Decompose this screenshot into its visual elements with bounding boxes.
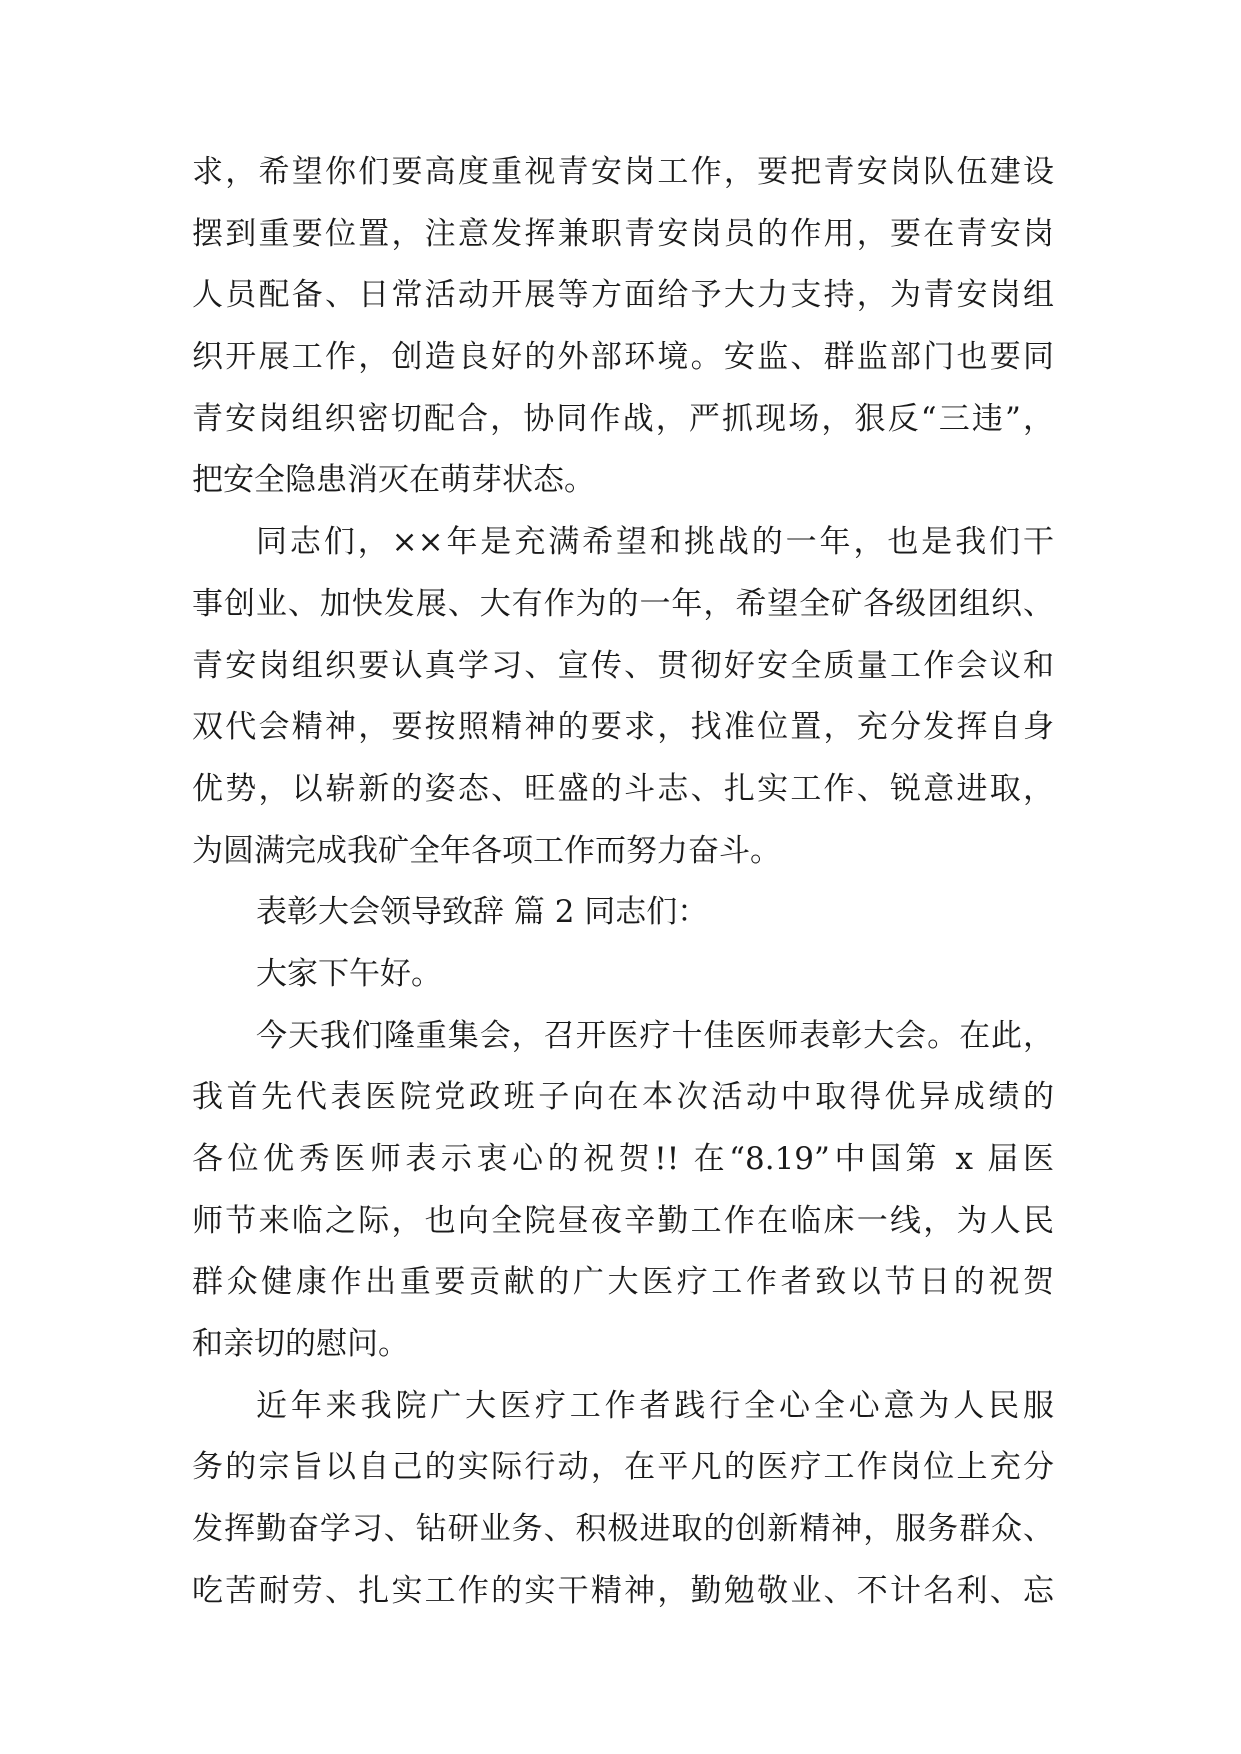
- text-line: 吃苦耐劳、扎实工作的实干精神，勤勉敬业、不计名利、忘: [192, 1572, 1054, 1609]
- text-line: 今天我们隆重集会，召开医疗十佳医师表彰大会。在此，: [256, 1017, 1054, 1054]
- text-line: 务的宗旨以自己的实际行动，在平凡的医疗工作岗位上充分: [192, 1449, 1054, 1486]
- text-line: 群众健康作出重要贡献的广大医疗工作者致以节日的祝贺: [192, 1264, 1054, 1301]
- text-line: 摆到重要位置，注意发挥兼职青安岗员的作用，要在青安岗: [192, 215, 1054, 252]
- text-line: 发挥勤奋学习、钻研业务、积极进取的创新精神，服务群众、: [192, 1511, 1054, 1548]
- text-line: 事创业、加快发展、大有作为的一年，希望全矿各级团组织、: [192, 585, 1054, 622]
- text-line: 青安岗组织密切配合，协同作战，严抓现场，狠反“三违”，: [192, 400, 1054, 437]
- text-line: 织开展工作，创造良好的外部环境。安监、群监部门也要同: [192, 339, 1054, 376]
- text-line: 我首先代表医院党政班子向在本次活动中取得优异成绩的: [192, 1079, 1054, 1116]
- text-line: 同志们，××年是充满希望和挑战的一年，也是我们干: [256, 524, 1054, 561]
- text-line: 双代会精神，要按照精神的要求，找准位置，充分发挥自身: [192, 709, 1054, 746]
- text-line: 大家下午好。: [256, 955, 442, 992]
- text-line: 人员配备、日常活动开展等方面给予大力支持，为青安岗组: [192, 277, 1054, 314]
- section-heading: 表彰大会领导致辞 篇 2 同志们：: [256, 894, 709, 931]
- text-line: 青安岗组织要认真学习、宣传、贯彻好安全质量工作会议和: [192, 647, 1054, 684]
- text-line: 把安全隐患消灭在萌芽状态。: [192, 462, 595, 499]
- text-line: 师节来临之际，也向全院昼夜辛勤工作在临床一线，为人民: [192, 1202, 1054, 1239]
- text-line: 优势，以崭新的姿态、旺盛的斗志、扎实工作、锐意进取，: [192, 770, 1054, 807]
- text-line: 近年来我院广大医疗工作者践行全心全心意为人民服: [256, 1387, 1054, 1424]
- text-line: 和亲切的慰问。: [192, 1326, 409, 1363]
- text-line: 求，希望你们要高度重视青安岗工作，要把青安岗队伍建设: [192, 154, 1054, 190]
- text-line: 为圆满完成我矿全年各项工作而努力奋斗。: [192, 832, 781, 869]
- text-line: 各位优秀医师表示衷心的祝贺!! 在“8.19”中国第 x 届医: [192, 1141, 1054, 1177]
- document-body: [192, 150, 1054, 1631]
